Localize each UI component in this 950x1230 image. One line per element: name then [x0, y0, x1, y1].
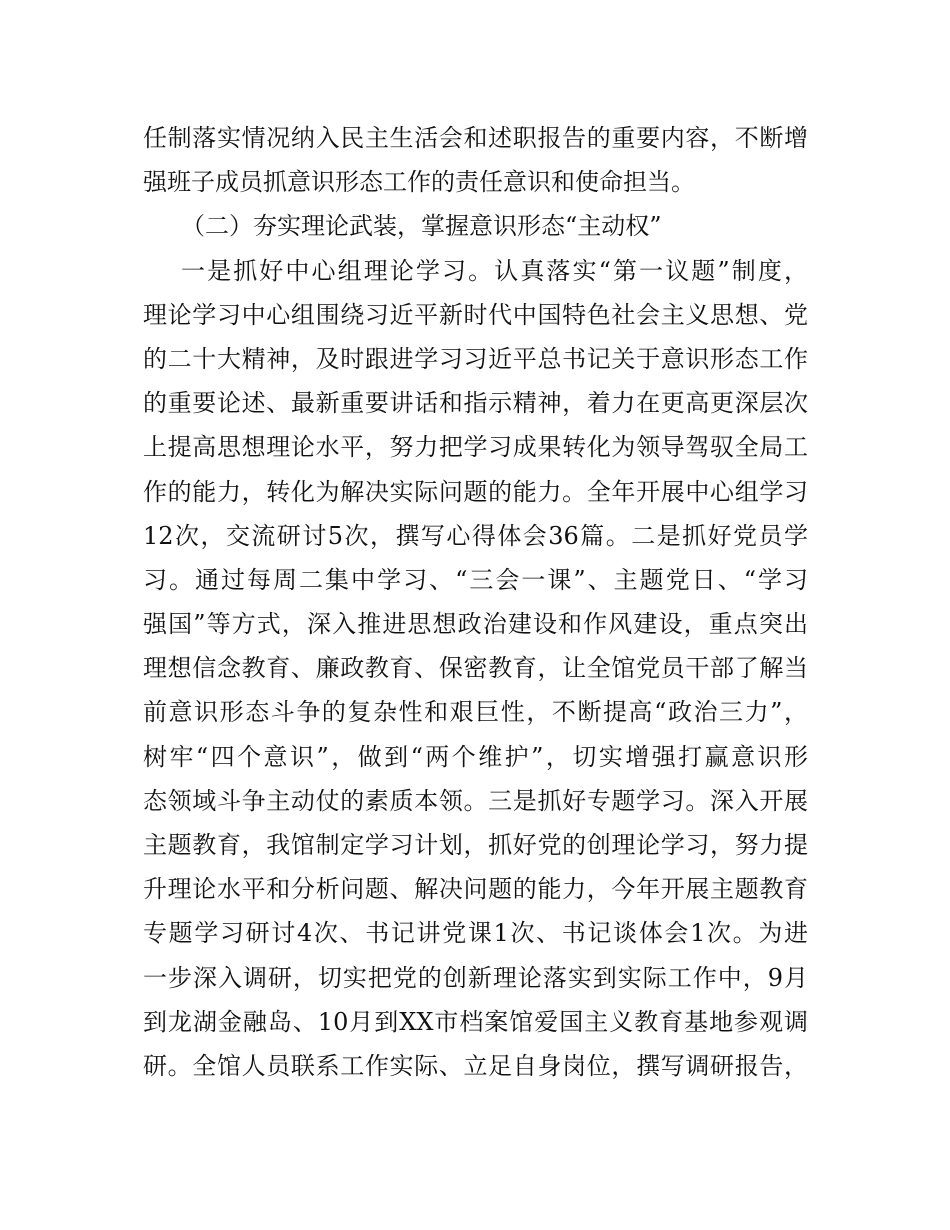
paragraph-line: 理论学习中心组围绕习近平新时代中国特色社会主义思想、党 — [143, 300, 808, 329]
paragraph-line: 的重要论述、最新重要讲话和指示精神，着力在更高更深层次 — [143, 389, 808, 418]
paragraph-line: 树牢“四个意识”，做到“两个维护”，切实增强打赢意识形 — [143, 742, 808, 771]
document-body — [143, 116, 808, 1088]
paragraph-line: 态领域斗争主动仗的素质本领。三是抓好专题学习。深入开展 — [143, 786, 808, 815]
paragraph-line: 任制落实情况纳入民主生活会和述职报告的重要内容，不断增 — [143, 124, 808, 152]
paragraph-line: 升理论水平和分析问题、解决问题的能力，今年开展主题教育 — [143, 875, 808, 904]
paragraph-line: 理想信念教育、廉政教育、保密教育，让全馆党员干部了解当 — [143, 654, 808, 683]
paragraph-line: 的二十大精神，及时跟进学习习近平总书记关于意识形态工作 — [143, 344, 808, 373]
paragraph-line: 一是抓好中心组理论学习。认真落实“第一议题”制度， — [181, 256, 808, 285]
section-heading: （二）夯实理论武装，掌握意识形态“主动权” — [181, 212, 662, 241]
paragraph-line: 到龙湖金融岛、10月到XX市档案馆爱国主义教育基地参观调 — [143, 1007, 808, 1036]
paragraph-line: 强国”等方式，深入推进思想政治建设和作风建设，重点突出 — [143, 610, 808, 639]
paragraph-line: 一步深入调研，切实把党的创新理论落实到实际工作中，9月 — [143, 963, 808, 992]
paragraph-line: 专题学习研讨4次、书记讲党课1次、书记谈体会1次。为进 — [143, 919, 808, 948]
paragraph-line: 12次，交流研讨5次，撰写心得体会36篇。二是抓好党员学 — [143, 521, 808, 550]
paragraph-line: 主题教育，我馆制定学习计划，抓好党的创理论学习，努力提 — [143, 831, 808, 859]
paragraph-line: 作的能力，转化为解决实际问题的能力。全年开展中心组学习 — [143, 477, 808, 506]
paragraph-line: 强班子成员抓意识形态工作的责任意识和使命担当。 — [143, 168, 695, 197]
paragraph-line: 习。通过每周二集中学习、“三会一课”、主题党日、“学习 — [143, 565, 808, 594]
paragraph-line: 上提高思想理论水平，努力把学习成果转化为领导驾驭全局工 — [143, 433, 808, 462]
paragraph-line: 研。全馆人员联系工作实际、立足自身岗位，撰写调研报告， — [143, 1051, 808, 1080]
paragraph-line: 前意识形态斗争的复杂性和艰巨性，不断提高“政治三力”， — [143, 698, 808, 727]
